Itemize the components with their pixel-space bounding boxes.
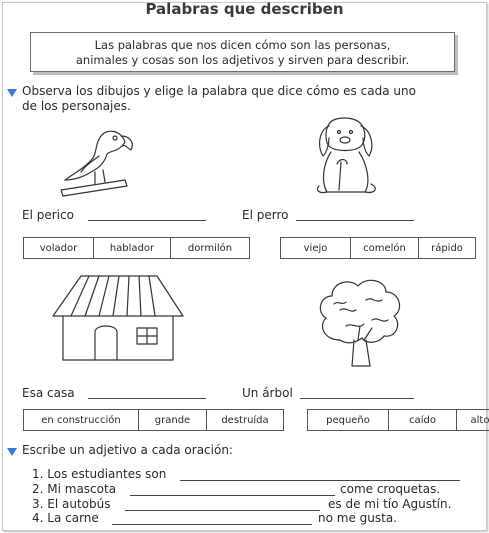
section2-instruction: Escribe un adjetivo a cada oración: <box>22 443 233 457</box>
option-pequeno[interactable]: pequeño <box>308 410 389 430</box>
answer-line-sentence-4[interactable] <box>112 524 312 525</box>
house-drawing <box>45 270 190 365</box>
option-caido[interactable]: caído <box>389 410 457 430</box>
item-label-perro: El perro <box>242 208 289 222</box>
intro-box <box>30 32 455 72</box>
options-arbol <box>307 409 489 431</box>
page-title: Palabras que describen <box>145 0 344 18</box>
answer-line-arbol[interactable] <box>300 398 414 399</box>
option-viejo[interactable]: viejo <box>281 238 351 258</box>
options-perro <box>280 237 476 259</box>
option-destruida[interactable]: destruída <box>221 414 269 426</box>
option-comelon[interactable]: comelón <box>351 238 419 258</box>
item-label-casa: Esa casa <box>22 386 75 400</box>
intro-line-1: Las palabras que nos dicen cómo son las personas, <box>94 38 391 52</box>
answer-line-sentence-3[interactable] <box>125 510 320 511</box>
tree-drawing <box>310 270 410 370</box>
section1-instruction <box>22 84 416 114</box>
options-perico <box>23 237 250 259</box>
answer-line-sentence-2[interactable] <box>130 495 335 496</box>
sentence-4-end: no me gusta. <box>318 511 397 525</box>
sentence-2-end: come croquetas. <box>340 482 441 496</box>
intro-line-2: animales y cosas son los adjetivos y sirven para describir. <box>75 53 410 67</box>
item-label-arbol: Un árbol <box>242 386 293 400</box>
section1-line-2: de los personajes. <box>22 99 131 113</box>
arrow-bullet-icon <box>7 448 17 456</box>
sentence-1-start: 1. Los estudiantes son <box>32 467 167 481</box>
sentence-4-start: 4. La carne <box>32 511 99 525</box>
answer-line-sentence-1[interactable] <box>180 480 460 481</box>
option-volador[interactable]: volador <box>24 238 94 258</box>
answer-line-casa[interactable] <box>88 398 206 399</box>
option-en-construccion[interactable]: en construcción <box>24 410 139 430</box>
section1-line-1: Observa los dibujos y elige la palabra que dice cómo es cada uno <box>22 84 416 98</box>
sentence-3-end: es de mi tío Agustín. <box>328 497 452 511</box>
option-rapido[interactable]: rápido <box>431 242 463 254</box>
sentence-1 <box>32 467 166 481</box>
parrot-drawing <box>55 122 140 197</box>
options-casa <box>23 409 284 431</box>
arrow-bullet-icon <box>7 89 17 97</box>
answer-line-perico[interactable] <box>88 220 206 221</box>
item-label-perico: El perico <box>22 208 74 222</box>
sentence-3-start: 3. El autobús <box>32 497 111 511</box>
sentence-2-start: 2. Mi mascota <box>32 482 117 496</box>
option-dormilon[interactable]: dormilón <box>187 242 233 254</box>
dog-drawing <box>305 112 385 197</box>
option-hablador[interactable]: hablador <box>94 238 171 258</box>
answer-line-perro[interactable] <box>296 220 414 221</box>
option-alto[interactable]: alto <box>470 414 489 426</box>
option-grande[interactable]: grande <box>139 410 207 430</box>
